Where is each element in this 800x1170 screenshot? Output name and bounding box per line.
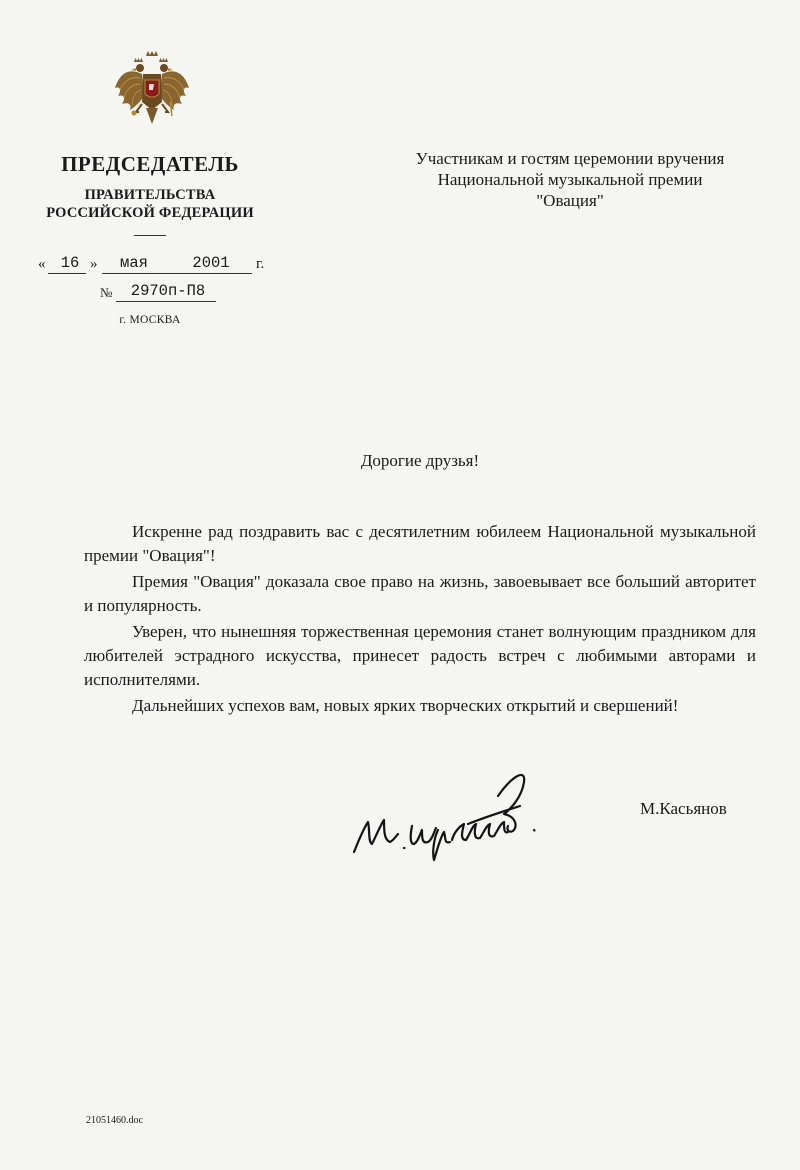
number-value: 2970п-П8 bbox=[130, 282, 206, 300]
paragraph: Премия "Овация" доказала свое право на жизнь, завоевывает все больший авторитет и популярность. bbox=[84, 572, 756, 615]
letterhead-subtitle-line2: РОССИЙСКОЙ ФЕДЕРАЦИИ bbox=[46, 205, 254, 221]
letterhead-divider bbox=[134, 235, 166, 236]
addressee-line1: Участникам и гостям церемонии вручения bbox=[415, 149, 725, 168]
document-number bbox=[100, 282, 270, 304]
city: г. МОСКВА bbox=[119, 314, 181, 326]
number-sign: № bbox=[100, 285, 113, 300]
addressee bbox=[380, 148, 760, 211]
date-month: мая bbox=[120, 254, 148, 272]
date-year: 2001 bbox=[192, 254, 230, 272]
greeting: Дорогие друзья! bbox=[360, 451, 480, 470]
date-close-quote: » bbox=[90, 256, 98, 272]
number-underline bbox=[116, 301, 216, 302]
signatory-name: М.Касьянов bbox=[640, 799, 727, 818]
paragraph: Искренне рад поздравить вас с десятилетним юбилеем Национальной музыкальной премии "Овация"! bbox=[84, 522, 756, 565]
letterhead-subtitle-line1: ПРАВИТЕЛЬСТВА bbox=[84, 187, 216, 203]
date-month-year-underline bbox=[102, 273, 252, 274]
addressee-line2: Национальной музыкальной премии bbox=[437, 170, 703, 189]
date-day-underline bbox=[48, 273, 86, 274]
date-open-quote: « bbox=[38, 256, 46, 272]
letterhead-title: ПРЕДСЕДАТЕЛЬ bbox=[61, 152, 239, 176]
russian-coat-of-arms-icon bbox=[112, 50, 192, 128]
handwritten-signature bbox=[348, 756, 548, 866]
letter-body bbox=[84, 520, 756, 718]
date-suffix: г. bbox=[256, 256, 265, 272]
footer-filename: 21051460.doc bbox=[86, 1115, 143, 1126]
addressee-line3: "Овация" bbox=[536, 191, 604, 210]
paragraph: Уверен, что нынешняя торжественная церемония станет волнующим праздником для любителей эстрадного искусства, принесет радость встреч с любимыми авторами и исполнителями. bbox=[84, 622, 756, 689]
date-day: 16 bbox=[60, 254, 80, 272]
document-date bbox=[36, 254, 276, 276]
paragraph: Дальнейших успехов вам, новых ярких творческих открытий и свершений! bbox=[132, 696, 679, 715]
